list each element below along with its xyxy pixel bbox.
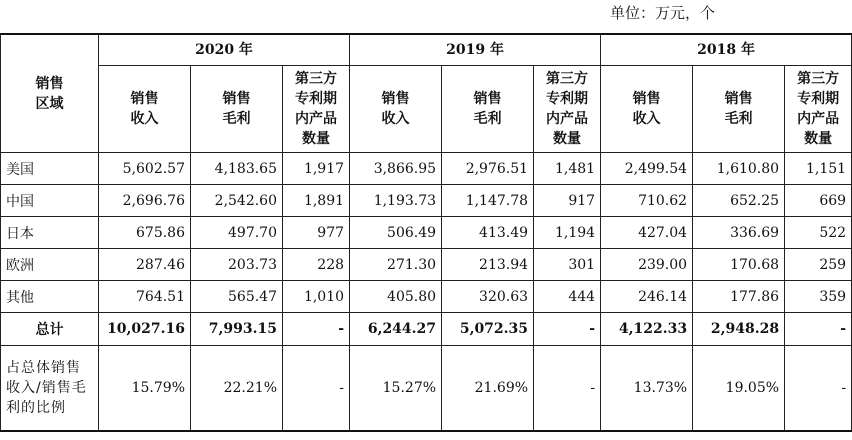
patent-count-header: 第三方 专利期 内产品 数量 bbox=[283, 66, 350, 153]
table-cell: 1,010 bbox=[283, 281, 350, 313]
year-2019-header: 2019 年 bbox=[350, 34, 601, 66]
region-cell: 欧洲 bbox=[1, 249, 99, 281]
table-row bbox=[1, 153, 852, 185]
table-cell: 917 bbox=[534, 185, 601, 217]
table-cell: 2,696.76 bbox=[99, 185, 191, 217]
table-cell: 1,151 bbox=[785, 153, 852, 185]
table-cell: 359 bbox=[785, 281, 852, 313]
table-cell: 177.86 bbox=[693, 281, 785, 313]
table-cell: - bbox=[785, 346, 852, 432]
sales-by-region-table bbox=[0, 33, 852, 432]
table-cell: 444 bbox=[534, 281, 601, 313]
table-cell: - bbox=[534, 313, 601, 346]
table-cell: 203.73 bbox=[191, 249, 283, 281]
gross-profit-header: 销售 毛利 bbox=[191, 66, 283, 153]
gross-profit-header: 销售 毛利 bbox=[442, 66, 534, 153]
table-cell: 522 bbox=[785, 217, 852, 249]
table-cell: 3,866.95 bbox=[350, 153, 442, 185]
table-cell: 259 bbox=[785, 249, 852, 281]
table-cell: 1,891 bbox=[283, 185, 350, 217]
region-cell: 美国 bbox=[1, 153, 99, 185]
table-cell: 19.05% bbox=[693, 346, 785, 432]
total-row bbox=[1, 313, 852, 346]
table-cell: 287.46 bbox=[99, 249, 191, 281]
region-header: 销售 区域 bbox=[1, 34, 99, 153]
table-cell: - bbox=[283, 346, 350, 432]
unit-note: 单位：万元，个 bbox=[610, 4, 716, 22]
region-cell: 其他 bbox=[1, 281, 99, 313]
table-cell: 669 bbox=[785, 185, 852, 217]
revenue-header: 销售 收入 bbox=[99, 66, 191, 153]
table-cell: 15.27% bbox=[350, 346, 442, 432]
table-cell: 246.14 bbox=[601, 281, 693, 313]
table-cell: 6,244.27 bbox=[350, 313, 442, 346]
gross-profit-header: 销售 毛利 bbox=[693, 66, 785, 153]
table-cell: 13.73% bbox=[601, 346, 693, 432]
year-header-row bbox=[1, 34, 852, 66]
table-cell: 977 bbox=[283, 217, 350, 249]
table-cell: 4,183.65 bbox=[191, 153, 283, 185]
table-cell: 22.21% bbox=[191, 346, 283, 432]
table-cell: 10,027.16 bbox=[99, 313, 191, 346]
table-cell: 170.68 bbox=[693, 249, 785, 281]
table-cell: 1,481 bbox=[534, 153, 601, 185]
table-cell: 7,993.15 bbox=[191, 313, 283, 346]
table-row bbox=[1, 185, 852, 217]
table-cell: 1,610.80 bbox=[693, 153, 785, 185]
metric-header-row bbox=[1, 66, 852, 153]
table-cell: 15.79% bbox=[99, 346, 191, 432]
revenue-header: 销售 收入 bbox=[350, 66, 442, 153]
revenue-header: 销售 收入 bbox=[601, 66, 693, 153]
table-cell: 336.69 bbox=[693, 217, 785, 249]
table-cell: 1,194 bbox=[534, 217, 601, 249]
region-cell: 日本 bbox=[1, 217, 99, 249]
table-cell: - bbox=[534, 346, 601, 432]
table-cell: 405.80 bbox=[350, 281, 442, 313]
table-cell: 2,542.60 bbox=[191, 185, 283, 217]
table-cell: 1,917 bbox=[283, 153, 350, 185]
table-cell: 2,976.51 bbox=[442, 153, 534, 185]
table-cell: 1,193.73 bbox=[350, 185, 442, 217]
table-cell: 652.25 bbox=[693, 185, 785, 217]
table-cell: 565.47 bbox=[191, 281, 283, 313]
ratio-row bbox=[1, 346, 852, 432]
table-cell: 710.62 bbox=[601, 185, 693, 217]
table-cell: 1,147.78 bbox=[442, 185, 534, 217]
table-cell: 506.49 bbox=[350, 217, 442, 249]
table-cell: 213.94 bbox=[442, 249, 534, 281]
table-cell: 764.51 bbox=[99, 281, 191, 313]
table-cell: 5,072.35 bbox=[442, 313, 534, 346]
table-cell: 413.49 bbox=[442, 217, 534, 249]
table-cell: 675.86 bbox=[99, 217, 191, 249]
table-cell: 2,948.28 bbox=[693, 313, 785, 346]
table-cell: 5,602.57 bbox=[99, 153, 191, 185]
table-cell: 21.69% bbox=[442, 346, 534, 432]
table-cell: 320.63 bbox=[442, 281, 534, 313]
table-cell: 427.04 bbox=[601, 217, 693, 249]
table-cell: 301 bbox=[534, 249, 601, 281]
total-label: 总计 bbox=[1, 313, 99, 346]
year-2018-header: 2018 年 bbox=[601, 34, 852, 66]
table-cell: 271.30 bbox=[350, 249, 442, 281]
table-row bbox=[1, 249, 852, 281]
table-cell: 497.70 bbox=[191, 217, 283, 249]
table-cell: 228 bbox=[283, 249, 350, 281]
table-cell: 4,122.33 bbox=[601, 313, 693, 346]
table-row bbox=[1, 281, 852, 313]
patent-count-header: 第三方 专利期 内产品 数量 bbox=[534, 66, 601, 153]
table-cell: 239.00 bbox=[601, 249, 693, 281]
table-cell: - bbox=[785, 313, 852, 346]
ratio-label: 占总体销售收入/销售毛利的比例 bbox=[1, 346, 99, 432]
table-cell: 2,499.54 bbox=[601, 153, 693, 185]
table-cell: - bbox=[283, 313, 350, 346]
region-cell: 中国 bbox=[1, 185, 99, 217]
year-2020-header: 2020 年 bbox=[99, 34, 350, 66]
patent-count-header: 第三方 专利期 内产品 数量 bbox=[785, 66, 852, 153]
table-row bbox=[1, 217, 852, 249]
